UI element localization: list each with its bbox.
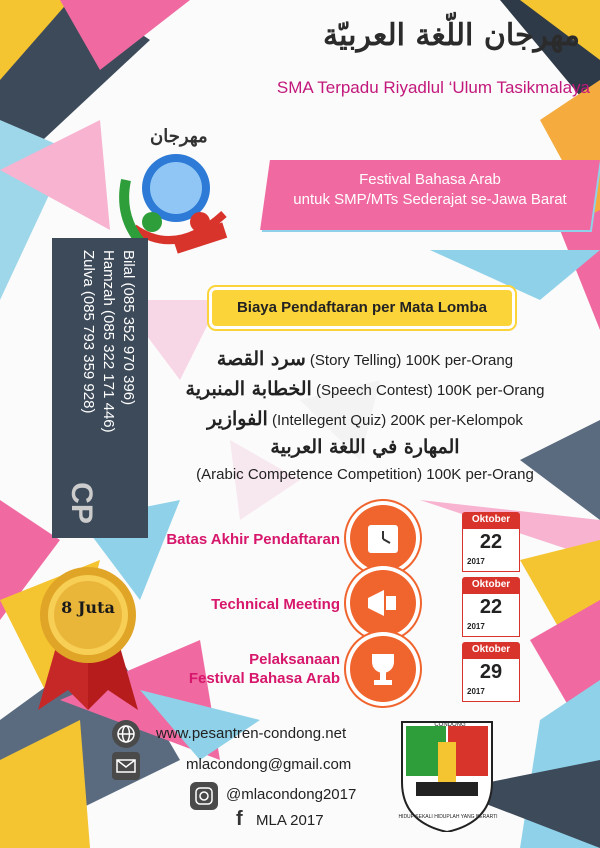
logo-top-text: CONDONG [434,722,466,728]
calendar-body [462,593,520,637]
festival-title-arabic: مهرجان اللّغة العربيّة [322,18,580,53]
globe-icon [112,720,140,748]
fee-speech-contest [150,378,580,400]
megaphone-icon [350,570,416,636]
instagram-handle[interactable]: @mlacondong2017 [226,786,357,803]
festival-line-2: untuk SMP/MTs Sederajat se-Jawa Barat [293,191,567,208]
calendar-year: 2017 [467,557,485,566]
calendar-month: Oktober [462,512,520,528]
facebook-page[interactable]: MLA 2017 [256,812,324,829]
calendar-deadline [462,512,520,572]
calendar-day: 22 [479,531,503,553]
calendar-body [462,528,520,572]
event-execution-label [140,650,340,688]
prize-amount: 8 Juta [61,598,115,617]
event-registration-deadline-label: Batas Akhir Pendaftaran [166,531,340,548]
fee-text: (Story Telling) 100K per-Orang [309,352,514,369]
fee-arabic: الفوازير [207,408,268,430]
festival-line-1: Festival Bahasa Arab [359,171,501,188]
contact-bilal: Bilal (085 352 970 396) [120,250,137,406]
email-icon [112,752,140,780]
logo-motto: HIDUP SEKALI HIDUPLAH YANG BERARTI [398,814,498,820]
school-name: SMA Terpadu Riyadlul ‘Ulum Tasikmalaya [276,78,590,97]
fee-text: (Speech Contest) 100K per-Orang [315,382,545,399]
fee-story-telling [150,348,580,370]
festival-banner-text [270,170,590,210]
contact-hamzah: Hamzah (085 322 171 446) [100,250,117,433]
email-link[interactable]: mlacondong@gmail.com [186,756,352,773]
fee-arabic-competence-title [150,436,580,458]
cp-label: CP [64,482,98,524]
fee-arabic-competence [150,466,580,483]
facebook-icon: f [236,808,243,830]
website-link[interactable]: www.pesantren-condong.net [156,725,347,742]
contact-zulva: Zulva (085 793 359 928) [80,250,97,414]
emblem-arabic-text: مهرجان [150,126,208,147]
calendar-technical-meeting [462,577,520,637]
fee-text: (Intellegent Quiz) 200K per-Kelompok [271,412,523,429]
calendar-day: 22 [479,596,503,618]
calendar-month: Oktober [462,577,520,593]
calendar-day: 29 [479,661,503,683]
fee-arabic: سرد القصة [216,348,306,370]
fee-header: Biaya Pendaftaran per Mata Lomba [212,290,512,326]
event-execution-line-1: Pelaksanaan [249,651,340,668]
fee-arabic: المهارة في اللغة العربية [270,436,460,458]
fee-arabic: الخطابة المنبرية [185,378,312,400]
calendar-year: 2017 [467,622,485,631]
calendar-execution [462,642,520,702]
calendar-year: 2017 [467,687,485,696]
calendar-month: Oktober [462,642,520,658]
calendar-body [462,658,520,702]
event-technical-meeting-label: Technical Meeting [211,596,340,613]
instagram-icon [190,782,218,810]
fee-text: (Arabic Competence Competition) 100K per-Orang [196,466,534,483]
clock-icon [350,505,416,571]
event-execution-line-2: Festival Bahasa Arab [188,670,340,687]
trophy-icon [350,636,416,702]
medal-icon [28,560,148,710]
fee-intellegent-quiz [150,408,580,430]
